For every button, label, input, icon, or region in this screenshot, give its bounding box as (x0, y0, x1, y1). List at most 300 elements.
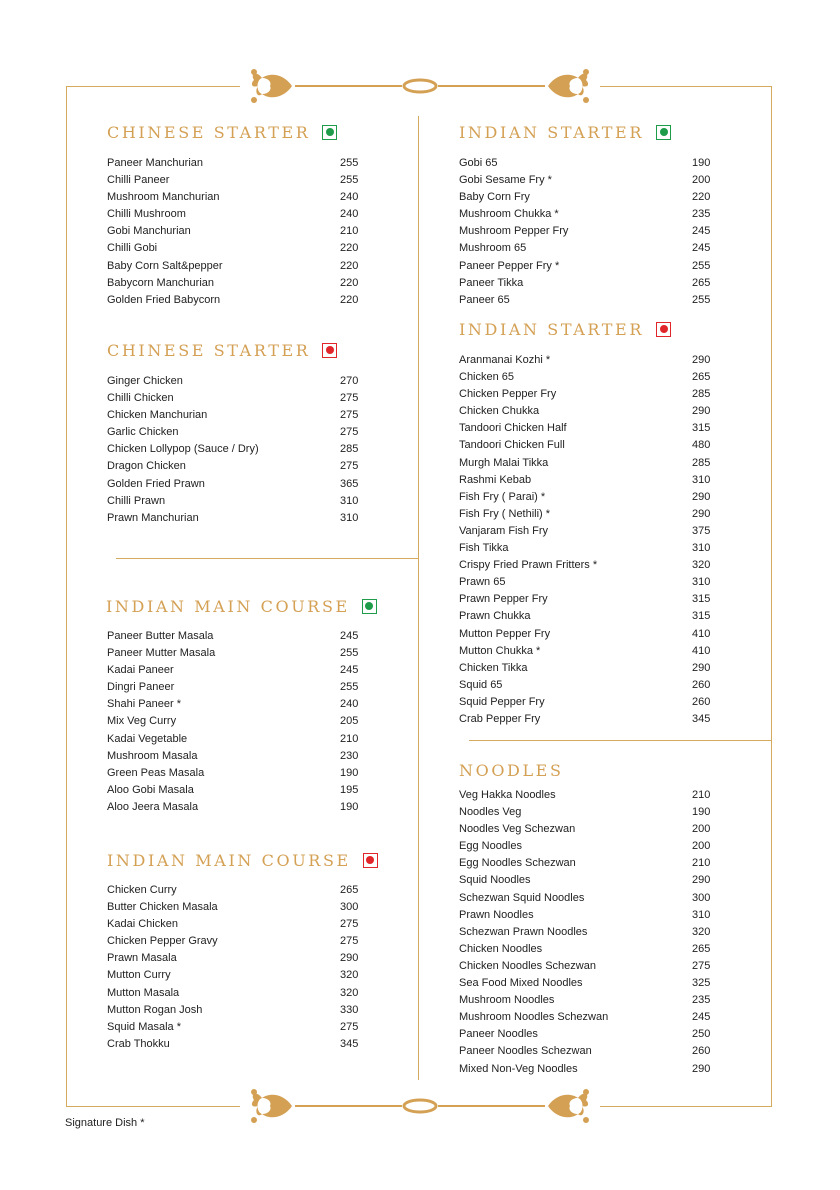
menu-item-price: 290 (692, 874, 711, 887)
veg-icon (362, 599, 377, 614)
menu-item (107, 1019, 378, 1036)
menu-item-name: Fish Tikka (459, 542, 509, 555)
item-list (107, 155, 359, 309)
menu-item-name: Schezwan Prawn Noodles (459, 925, 588, 938)
section-title: NOODLES (459, 760, 564, 780)
section-title: CHINESE STARTER (107, 122, 311, 142)
menu-item (107, 882, 378, 899)
menu-item-price: 255 (692, 293, 711, 306)
menu-item-price: 285 (692, 388, 711, 401)
menu-item-price: 365 (340, 477, 359, 490)
menu-item (459, 172, 711, 189)
item-list (107, 373, 359, 527)
menu-item (459, 608, 711, 625)
menu-item (459, 258, 711, 275)
menu-item-name: Schezwan Squid Noodles (459, 891, 585, 904)
veg-icon (656, 125, 671, 140)
menu-item-name: Kadai Paneer (107, 664, 174, 677)
section-chinese-starter-veg (107, 121, 359, 309)
menu-item-price: 290 (692, 405, 711, 418)
menu-item (459, 787, 711, 804)
menu-item (459, 155, 711, 172)
menu-item (107, 441, 359, 458)
section-indian-starter-nonveg (459, 318, 711, 728)
frame-border-bottom-left (66, 1106, 240, 1107)
menu-item-name: Mushroom Noodles (459, 994, 555, 1007)
menu-item (107, 240, 359, 257)
menu-item-price: 275 (340, 460, 359, 473)
menu-item (107, 916, 378, 933)
menu-item-name: Kadai Vegetable (107, 732, 188, 745)
menu-item-name: Noodles Veg (459, 806, 522, 819)
menu-item-price: 375 (692, 524, 711, 537)
menu-item (459, 437, 711, 454)
menu-item-price: 260 (692, 1045, 711, 1058)
section-title-row (107, 849, 378, 871)
menu-item (459, 420, 711, 437)
menu-item (459, 924, 711, 941)
menu-item-name: Ginger Chicken (107, 375, 183, 387)
menu-item-price: 245 (692, 242, 711, 255)
right-section-divider (469, 740, 771, 741)
menu-item-name: Murgh Malai Tikka (459, 456, 549, 469)
menu-item-price: 410 (692, 627, 711, 640)
menu-item-price: 240 (340, 698, 359, 711)
menu-item-name: Paneer Manchurian (107, 157, 204, 169)
menu-item-name: Chicken 65 (459, 371, 515, 384)
menu-item-price: 190 (340, 800, 359, 813)
menu-item-price: 345 (340, 1037, 359, 1050)
menu-item-name: Gobi Manchurian (107, 225, 191, 238)
menu-item-name: Veg Hakka Noodles (459, 789, 556, 801)
menu-item-name: Garlic Chicken (107, 426, 179, 439)
menu-item-price: 300 (692, 891, 711, 904)
menu-item (459, 694, 711, 711)
menu-item (459, 1009, 711, 1026)
section-title-row (459, 318, 671, 340)
menu-item-price: 255 (692, 259, 711, 272)
menu-item (459, 1026, 711, 1043)
menu-item-name: Crab Pepper Fry (459, 712, 541, 725)
menu-item (107, 407, 359, 424)
menu-item-price: 320 (692, 925, 711, 938)
menu-item (107, 189, 359, 206)
menu-item-name: Chilli Prawn (107, 494, 166, 507)
menu-item (107, 713, 377, 730)
menu-item (459, 838, 711, 855)
menu-item (107, 899, 378, 916)
menu-item-price: 290 (692, 354, 711, 366)
menu-item (459, 223, 711, 240)
section-title: CHINESE STARTER (107, 340, 311, 360)
menu-item-price: 210 (340, 732, 359, 745)
menu-item-price: 330 (340, 1003, 359, 1016)
menu-item-price: 480 (692, 439, 711, 452)
menu-item-price: 260 (692, 695, 711, 708)
menu-item-name: Prawn Pepper Fry (459, 593, 548, 606)
menu-item (107, 967, 378, 984)
menu-item-price: 275 (340, 426, 359, 439)
menu-item-price: 310 (340, 511, 359, 524)
menu-item-price: 255 (340, 157, 359, 169)
menu-item (459, 292, 711, 309)
menu-item (107, 1036, 378, 1053)
menu-item-name: Dingri Paneer (107, 681, 175, 694)
menu-item (459, 557, 711, 574)
menu-item-name: Chicken Curry (107, 884, 177, 896)
menu-item-name: Rashmi Kebab (459, 473, 532, 486)
menu-item (459, 975, 711, 992)
menu-item-price: 290 (692, 507, 711, 520)
menu-item-price: 210 (340, 225, 359, 238)
menu-item-name: Tandoori Chicken Half (459, 422, 567, 435)
menu-item-price: 270 (340, 375, 359, 387)
menu-item-price: 310 (692, 908, 711, 921)
menu-item (459, 369, 711, 386)
menu-item (107, 662, 377, 679)
menu-item-name: Paneer Butter Masala (107, 630, 214, 642)
menu-item-price: 220 (340, 242, 359, 255)
menu-item-name: Mushroom Masala (107, 749, 198, 762)
menu-item (459, 626, 711, 643)
menu-item-name: Chicken Chukka (459, 405, 540, 418)
menu-item-name: Egg Noodles Schezwan (459, 857, 576, 870)
menu-item-price: 410 (692, 644, 711, 657)
section-noodles (459, 759, 711, 1078)
menu-item (107, 731, 377, 748)
menu-item-price: 285 (692, 456, 711, 469)
menu-item-name: Green Peas Masala (107, 766, 205, 779)
menu-item (459, 275, 711, 292)
menu-item-name: Aloo Gobi Masala (107, 783, 194, 796)
menu-item-name: Shahi Paneer * (107, 698, 181, 711)
menu-item (459, 941, 711, 958)
ornament-top-icon (240, 66, 600, 106)
menu-item (459, 523, 711, 540)
menu-item (459, 472, 711, 489)
menu-item-name: Chilli Gobi (107, 242, 158, 255)
menu-item-price: 290 (692, 490, 711, 503)
item-list (459, 155, 711, 309)
menu-item (459, 352, 711, 369)
menu-item (107, 390, 359, 407)
menu-item (459, 660, 711, 677)
menu-item-name: Mushroom Noodles Schezwan (459, 1011, 609, 1024)
menu-item-price: 200 (692, 840, 711, 853)
column-divider (418, 116, 419, 1080)
menu-item (107, 748, 377, 765)
menu-item-price: 265 (692, 276, 711, 289)
menu-item (107, 258, 359, 275)
nonveg-icon (656, 322, 671, 337)
menu-item (459, 677, 711, 694)
menu-item-price: 190 (692, 157, 711, 169)
footnote-signature-dish: Signature Dish * (65, 1117, 145, 1129)
menu-item-name: Prawn Noodles (459, 908, 534, 921)
menu-item-price: 275 (340, 935, 359, 948)
section-indian-main-veg (106, 595, 377, 816)
menu-item (107, 950, 378, 967)
menu-item-name: Babycorn Manchurian (107, 276, 215, 289)
menu-item-price: 210 (692, 857, 711, 870)
menu-item-price: 200 (692, 823, 711, 836)
menu-item (459, 206, 711, 223)
menu-item (459, 804, 711, 821)
menu-item-price: 315 (692, 422, 711, 435)
menu-item-price: 275 (340, 409, 359, 422)
menu-item-price: 200 (692, 174, 711, 187)
menu-item (107, 275, 359, 292)
menu-item-name: Prawn 65 (459, 576, 506, 589)
menu-item-price: 275 (340, 1020, 359, 1033)
menu-item-name: Prawn Masala (107, 952, 177, 965)
menu-item-price: 315 (692, 593, 711, 606)
menu-item-name: Mushroom Chukka * (459, 208, 559, 221)
menu-item (107, 458, 359, 475)
frame-border-bottom-right (600, 1106, 772, 1107)
menu-item-name: Prawn Chukka (459, 610, 531, 623)
menu-item (459, 386, 711, 403)
section-title-row (459, 759, 564, 781)
item-list (107, 628, 377, 816)
menu-item (107, 510, 359, 527)
menu-item (459, 506, 711, 523)
menu-item-name: Chicken Manchurian (107, 409, 208, 422)
section-title-row (106, 595, 377, 617)
menu-item-price: 240 (340, 208, 359, 221)
menu-item (459, 1043, 711, 1060)
menu-item-price: 230 (340, 749, 359, 762)
menu-item-name: Paneer Noodles (459, 1028, 538, 1041)
menu-item (107, 799, 377, 816)
menu-item-name: Fish Fry ( Nethili) * (459, 507, 551, 520)
menu-item-name: Mutton Pepper Fry (459, 627, 551, 640)
item-list (107, 882, 378, 1053)
menu-item-name: Paneer Mutter Masala (107, 647, 216, 660)
menu-item-name: Gobi Sesame Fry * (459, 174, 552, 187)
menu-item-price: 265 (340, 884, 359, 896)
menu-item-name: Gobi 65 (459, 157, 498, 169)
menu-item-name: Paneer Tikka (459, 276, 524, 289)
menu-item (107, 476, 359, 493)
menu-item-price: 220 (340, 259, 359, 272)
menu-item (107, 172, 359, 189)
nonveg-icon (363, 853, 378, 868)
menu-item (107, 933, 378, 950)
menu-item (459, 821, 711, 838)
menu-item-price: 275 (340, 918, 359, 931)
menu-item (459, 958, 711, 975)
menu-item-price: 245 (340, 630, 359, 642)
menu-item-name: Golden Fried Babycorn (107, 293, 221, 306)
menu-item-name: Egg Noodles (459, 840, 522, 853)
menu-item-name: Squid Noodles (459, 874, 531, 887)
section-indian-main-nonveg (107, 849, 378, 1053)
frame-border-right (771, 86, 772, 1106)
menu-item-name: Mushroom 65 (459, 242, 527, 255)
menu-item-price: 320 (340, 969, 359, 982)
menu-item-price: 235 (692, 208, 711, 221)
menu-item-price: 265 (692, 371, 711, 384)
menu-item (459, 455, 711, 472)
section-indian-starter-veg (459, 121, 711, 309)
menu-item-price: 320 (692, 559, 711, 572)
frame-border-top-left (66, 86, 240, 87)
menu-item-name: Vanjaram Fish Fry (459, 524, 549, 537)
menu-item-name: Chilli Chicken (107, 392, 174, 405)
menu-item-price: 220 (340, 276, 359, 289)
menu-item-name: Baby Corn Fry (459, 191, 530, 204)
menu-item-price: 275 (692, 959, 711, 972)
menu-item (107, 373, 359, 390)
menu-item-price: 220 (692, 191, 711, 204)
menu-item-price: 290 (692, 661, 711, 674)
menu-item-name: Tandoori Chicken Full (459, 439, 565, 452)
menu-item (459, 189, 711, 206)
menu-item (459, 489, 711, 506)
menu-item (459, 907, 711, 924)
menu-item-price: 315 (692, 610, 711, 623)
menu-item (107, 628, 377, 645)
item-list (459, 352, 711, 728)
menu-item-name: Chicken Noodles (459, 942, 543, 955)
menu-item (459, 403, 711, 420)
veg-icon (322, 125, 337, 140)
menu-item-name: Mushroom Pepper Fry (459, 225, 569, 238)
menu-item-price: 285 (340, 443, 359, 456)
menu-item-name: Mushroom Manchurian (107, 191, 220, 204)
section-title: INDIAN MAIN COURSE (107, 850, 351, 870)
section-title: INDIAN STARTER (459, 319, 644, 339)
menu-item-name: Crispy Fried Prawn Fritters * (459, 559, 598, 572)
menu-item-name: Mutton Chukka * (459, 644, 541, 657)
menu-item (459, 992, 711, 1009)
menu-item-price: 260 (692, 678, 711, 691)
menu-item-price: 235 (692, 994, 711, 1007)
menu-item-price: 265 (692, 942, 711, 955)
menu-item (459, 711, 711, 728)
menu-item (459, 540, 711, 557)
menu-item (459, 1061, 711, 1078)
menu-item-price: 290 (340, 952, 359, 965)
menu-item (459, 240, 711, 257)
menu-item (107, 782, 377, 799)
menu-item-name: Golden Fried Prawn (107, 477, 205, 490)
section-title-row (107, 339, 337, 361)
menu-item-name: Prawn Manchurian (107, 511, 199, 524)
item-list (459, 787, 711, 1078)
menu-item (107, 424, 359, 441)
menu-item (459, 872, 711, 889)
menu-item (459, 855, 711, 872)
menu-item (107, 645, 377, 662)
menu-item (107, 696, 377, 713)
menu-item-price: 275 (340, 392, 359, 405)
menu-item (459, 591, 711, 608)
menu-item-name: Chicken Noodles Schezwan (459, 959, 596, 972)
menu-item (107, 206, 359, 223)
menu-item-name: Mixed Non-Veg Noodles (459, 1062, 578, 1075)
menu-item-name: Baby Corn Salt&pepper (107, 259, 223, 272)
menu-item-name: Chilli Paneer (107, 174, 170, 187)
menu-item-name: Crab Thokku (107, 1037, 170, 1050)
left-section-divider (116, 558, 418, 559)
menu-item-name: Kadai Chicken (107, 918, 178, 931)
menu-item-price: 190 (340, 766, 359, 779)
menu-item-price: 245 (692, 225, 711, 238)
section-title: INDIAN STARTER (459, 122, 644, 142)
menu-item-price: 220 (340, 293, 359, 306)
menu-item-price: 325 (692, 977, 711, 990)
menu-item-price: 245 (692, 1011, 711, 1024)
menu-item-price: 310 (340, 494, 359, 507)
menu-item-name: Sea Food Mixed Noodles (459, 977, 583, 990)
menu-item-name: Paneer Noodles Schezwan (459, 1045, 592, 1058)
menu-item-name: Butter Chicken Masala (107, 901, 218, 914)
menu-item-price: 290 (692, 1062, 711, 1075)
menu-item (107, 155, 359, 172)
menu-item (107, 493, 359, 510)
section-chinese-starter-nonveg (107, 339, 359, 527)
menu-item-name: Chicken Tikka (459, 661, 528, 674)
menu-item-name: Chicken Lollypop (Sauce / Dry) (107, 443, 259, 456)
menu-item (107, 985, 378, 1002)
menu-item-name: Aranmanai Kozhi * (459, 354, 551, 366)
menu-item-price: 190 (692, 806, 711, 819)
menu-item-price: 240 (340, 191, 359, 204)
menu-item (107, 223, 359, 240)
menu-item-name: Paneer 65 (459, 293, 510, 306)
menu-item-price: 255 (340, 681, 359, 694)
menu-item-price: 310 (692, 576, 711, 589)
frame-border-top-right (600, 86, 772, 87)
menu-item (107, 765, 377, 782)
menu-item-name: Mutton Rogan Josh (107, 1003, 203, 1016)
menu-item-price: 310 (692, 542, 711, 555)
menu-item-name: Squid Pepper Fry (459, 695, 545, 708)
menu-item (107, 292, 359, 309)
menu-item-name: Mix Veg Curry (107, 715, 177, 728)
menu-item-price: 255 (340, 647, 359, 660)
ornament-bottom-icon (240, 1086, 600, 1126)
section-title: INDIAN MAIN COURSE (106, 596, 350, 616)
nonveg-icon (322, 343, 337, 358)
menu-item-name: Dragon Chicken (107, 460, 186, 473)
frame-border-left (66, 86, 67, 1106)
menu-item-name: Chilli Mushroom (107, 208, 186, 221)
menu-item-name: Chicken Pepper Gravy (107, 935, 218, 948)
menu-item-name: Mutton Masala (107, 986, 180, 999)
menu-item-price: 205 (340, 715, 359, 728)
menu-item (107, 679, 377, 696)
menu-item (107, 1002, 378, 1019)
menu-item-name: Squid Masala * (107, 1020, 181, 1033)
menu-item-price: 310 (692, 473, 711, 486)
menu-item (459, 574, 711, 591)
section-title-row (107, 121, 337, 143)
menu-item (459, 643, 711, 660)
menu-item-price: 195 (340, 783, 359, 796)
menu-item-price: 250 (692, 1028, 711, 1041)
menu-item-price: 300 (340, 901, 359, 914)
menu-item (459, 890, 711, 907)
menu-item-price: 255 (340, 174, 359, 187)
menu-item-price: 345 (692, 712, 711, 725)
menu-item-price: 320 (340, 986, 359, 999)
menu-item-name: Noodles Veg Schezwan (459, 823, 576, 836)
menu-item-name: Paneer Pepper Fry * (459, 259, 560, 272)
menu-item-name: Chicken Pepper Fry (459, 388, 557, 401)
